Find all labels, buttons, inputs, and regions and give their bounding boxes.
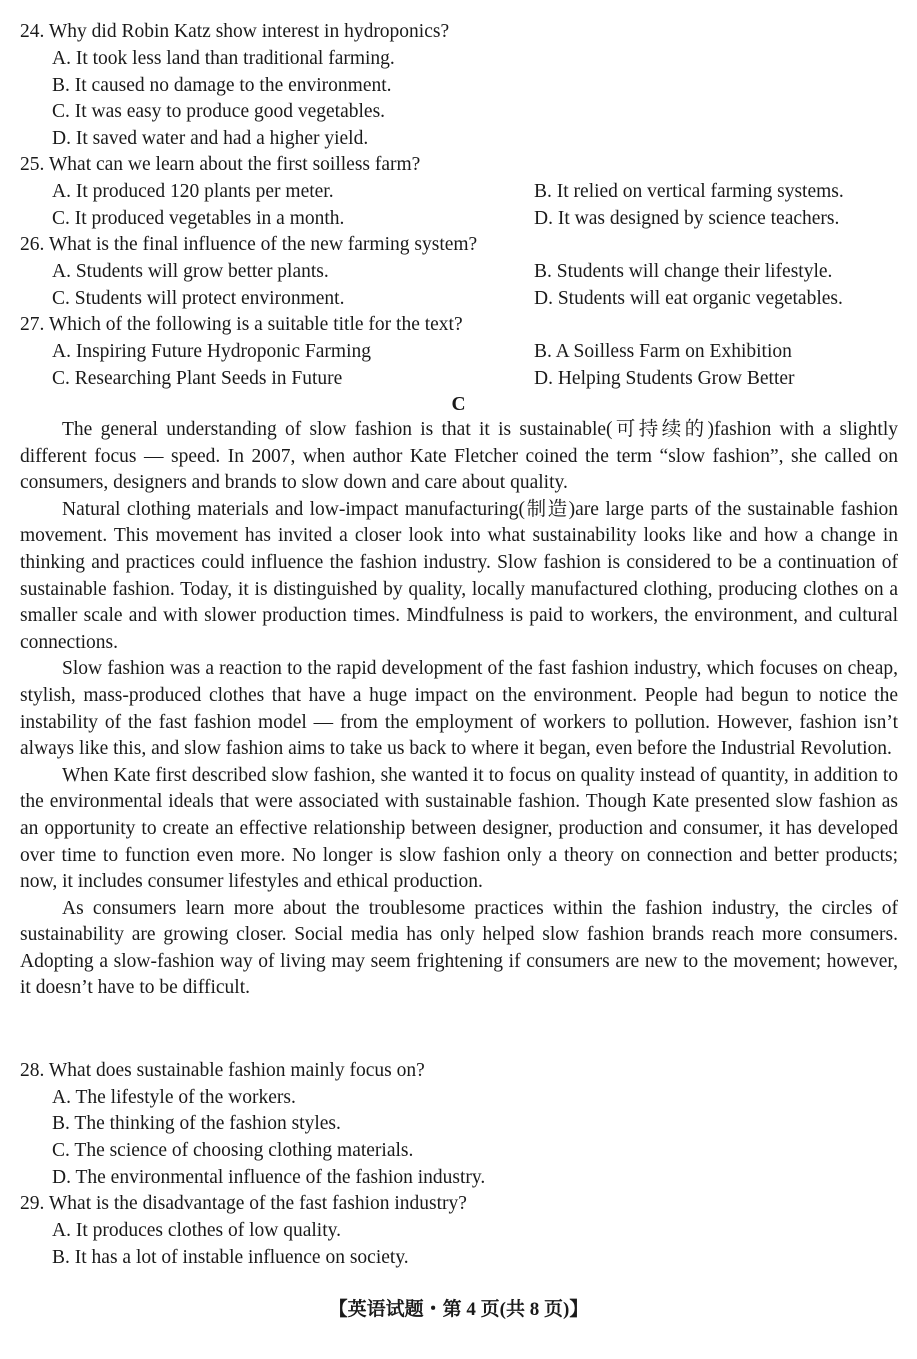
answer-option: D. The environmental influence of the fashion industry. [52,1167,486,1188]
section-heading: C [451,394,466,415]
answer-option: C. Researching Plant Seeds in Future [52,368,343,389]
passage-paragraph: When Kate first described slow fashion, she wanted it to focus on quality instead of quantity, in addition to the environmental ideals that were associated with sustainable fashion. Though Kate presented slow fashion as an opportunity to create an effective relationship between designer, production and consumer, it has developed over time to function even more. No longer is slow fashion only a theory on connection and better products; now, it includes consumer lifestyles and ethical production. [20,764,898,893]
answer-option: B. It relied on vertical farming systems. [534,181,844,202]
answer-option: B. It has a lot of instable influence on society. [52,1247,409,1268]
answer-option: C. Students will protect environment. [52,288,345,309]
question-stem: 26. What is the final influence of the new farming system? [20,234,478,255]
answer-option: C. The science of choosing clothing materials. [52,1140,414,1161]
question-stem: 29. What is the disadvantage of the fast fashion industry? [20,1193,467,1214]
answer-option: B. Students will change their lifestyle. [534,261,833,282]
answer-option: D. It was designed by science teachers. [534,208,840,229]
answer-option: D. Students will eat organic vegetables. [534,288,843,309]
passage-paragraph: As consumers learn more about the troublesome practices within the fashion industry, the circles of sustainability are growing closer. Social media has only helped slow fashion brands reach more consumers. Adopting a slow-fashion way of living may seem frightening if consumers are new to the movement; however, it doesn’t have to be difficult. [20,897,898,999]
page-footer: 【英语试题・第 4 页(共 8 页)】 [328,1299,589,1320]
question-stem: 28. What does sustainable fashion mainly focus on? [20,1060,425,1081]
reading-passage [20,417,898,1002]
answer-option: D. It saved water and had a higher yield. [52,128,369,149]
answer-option: A. It produces clothes of low quality. [52,1220,342,1241]
answer-option: A. Inspiring Future Hydroponic Farming [52,341,372,362]
passage-paragraph: Slow fashion was a reaction to the rapid development of the fast fashion industry, which focuses on cheap, stylish, mass-produced clothes that have a huge impact on the environment. People had begun to notice the instability of the fast fashion model — from the employment of workers to pollution. However, fashion isn’t always like this, and slow fashion aims to take us back to where it began, even before the Industrial Revolution. [20,658,898,760]
answer-option: A. It produced 120 plants per meter. [52,181,334,202]
answer-option: C. It was easy to produce good vegetables. [52,101,386,122]
question-stem: 24. Why did Robin Katz show interest in hydroponics? [20,21,450,42]
answer-option: C. It produced vegetables in a month. [52,208,345,229]
answer-option: B. It caused no damage to the environment. [52,75,392,96]
passage-paragraph: Natural clothing materials and low-impact manufacturing(制造)are large parts of the sustainable fashion movement. This movement has invited a closer look into what sustainability looks like and how a change in thinking and practices could influence the fashion industry. Slow fashion is considered to be a continuation of sustainable fashion. Today, it is distinguished by quality, locally manufactured clothing, producing clothes on a smaller scale and with slower production times. Mindfulness is paid to workers, the environment, and cultural connections. [20,498,898,653]
answer-option: B. The thinking of the fashion styles. [52,1113,341,1134]
answer-option: A. The lifestyle of the workers. [52,1087,296,1108]
answer-option: B. A Soilless Farm on Exhibition [534,341,792,362]
question-stem: 25. What can we learn about the first soilless farm? [20,154,421,175]
passage-paragraph: The general understanding of slow fashion is that it is sustainable(可持续的)fashion with a slightly different focus — speed. In 2007, when author Kate Fletcher coined the term “slow fashion”, she called on consumers, designers and brands to slow down and care about quality. [20,419,898,494]
answer-option: A. Students will grow better plants. [52,261,329,282]
answer-option: D. Helping Students Grow Better [534,368,795,389]
answer-option: A. It took less land than traditional farming. [52,48,395,69]
question-stem: 27. Which of the following is a suitable title for the text? [20,314,463,335]
